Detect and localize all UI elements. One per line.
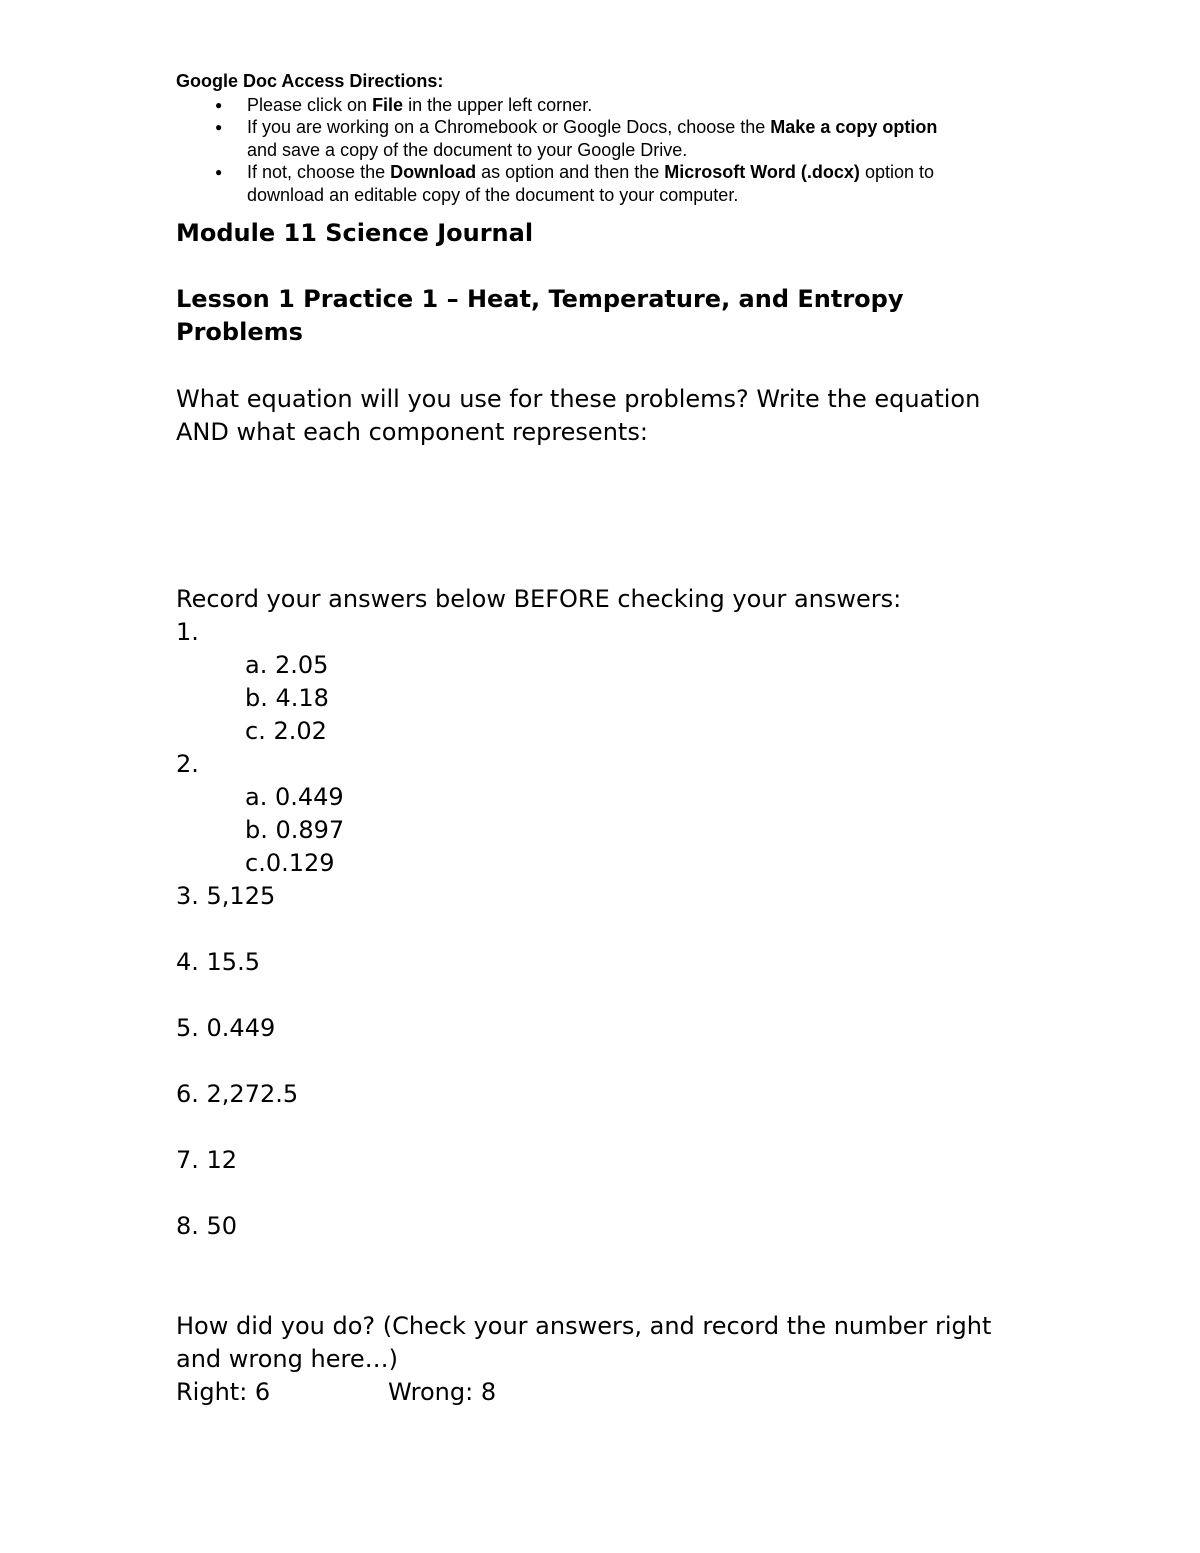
directions-item-make-copy: ● If you are working on a Chromebook or Google Docs, choose the Make a copy option and save a copy of the document to your Google Drive. bbox=[215, 117, 938, 160]
bullet-icon: ● bbox=[215, 120, 223, 134]
right-count: Right: 6 bbox=[176, 1378, 271, 1406]
results-section bbox=[176, 1310, 1016, 1409]
answer-item: 2. bbox=[176, 750, 199, 778]
directions-list bbox=[176, 94, 1026, 207]
answer-item: 3. 5,125 bbox=[176, 882, 276, 910]
answer-item: 8. 50 bbox=[176, 1212, 238, 1240]
results-prompt: How did you do? (Check your answers, and record the number right bbox=[176, 1312, 992, 1340]
answer-subitem: c. 2.02 bbox=[245, 717, 327, 745]
results-prompt-cont: and wrong here…) bbox=[176, 1345, 398, 1373]
answer-item: 1. bbox=[176, 618, 199, 646]
answer-subitem: b. 4.18 bbox=[245, 684, 329, 712]
word-format-keyword: Microsoft Word (.docx) bbox=[664, 162, 860, 182]
bullet-icon: ● bbox=[215, 97, 223, 112]
wrong-count: Wrong: 8 bbox=[388, 1378, 497, 1406]
access-directions bbox=[176, 70, 1026, 206]
answer-subitem: c.0.129 bbox=[245, 849, 335, 877]
answer-item: 5. 0.449 bbox=[176, 1014, 276, 1042]
lesson-title: Lesson 1 Practice 1 – Heat, Temperature, and Entropy Problems bbox=[176, 285, 904, 346]
answer-subitem: b. 0.897 bbox=[245, 816, 345, 844]
bullet-icon: ● bbox=[215, 165, 223, 179]
directions-item-file: ● Please click on File in the upper left corner. bbox=[215, 94, 593, 115]
answers-heading: Record your answers below BEFORE checking your answers: bbox=[176, 585, 902, 613]
file-keyword: File bbox=[372, 94, 404, 115]
answer-item: 7. 12 bbox=[176, 1146, 238, 1174]
module-title: Module 11 Science Journal bbox=[176, 219, 534, 247]
directions-item-download: ● If not, choose the Download as option and then the Microsoft Word (.docx) option to download an editable copy of the document to your computer. bbox=[215, 162, 934, 205]
make-copy-keyword: Make a copy option bbox=[770, 117, 938, 137]
answer-item: 6. 2,272.5 bbox=[176, 1080, 299, 1108]
equation-question: What equation will you use for these problems? Write the equation AND what each component represents: bbox=[176, 385, 981, 446]
download-keyword: Download bbox=[390, 162, 477, 182]
answer-item: 4. 15.5 bbox=[176, 948, 260, 976]
answers-section bbox=[176, 583, 1026, 1243]
answer-subitem: a. 0.449 bbox=[245, 783, 344, 811]
directions-title: Google Doc Access Directions: bbox=[176, 71, 444, 91]
score-row bbox=[176, 1376, 1016, 1409]
answer-subitem: a. 2.05 bbox=[245, 651, 329, 679]
